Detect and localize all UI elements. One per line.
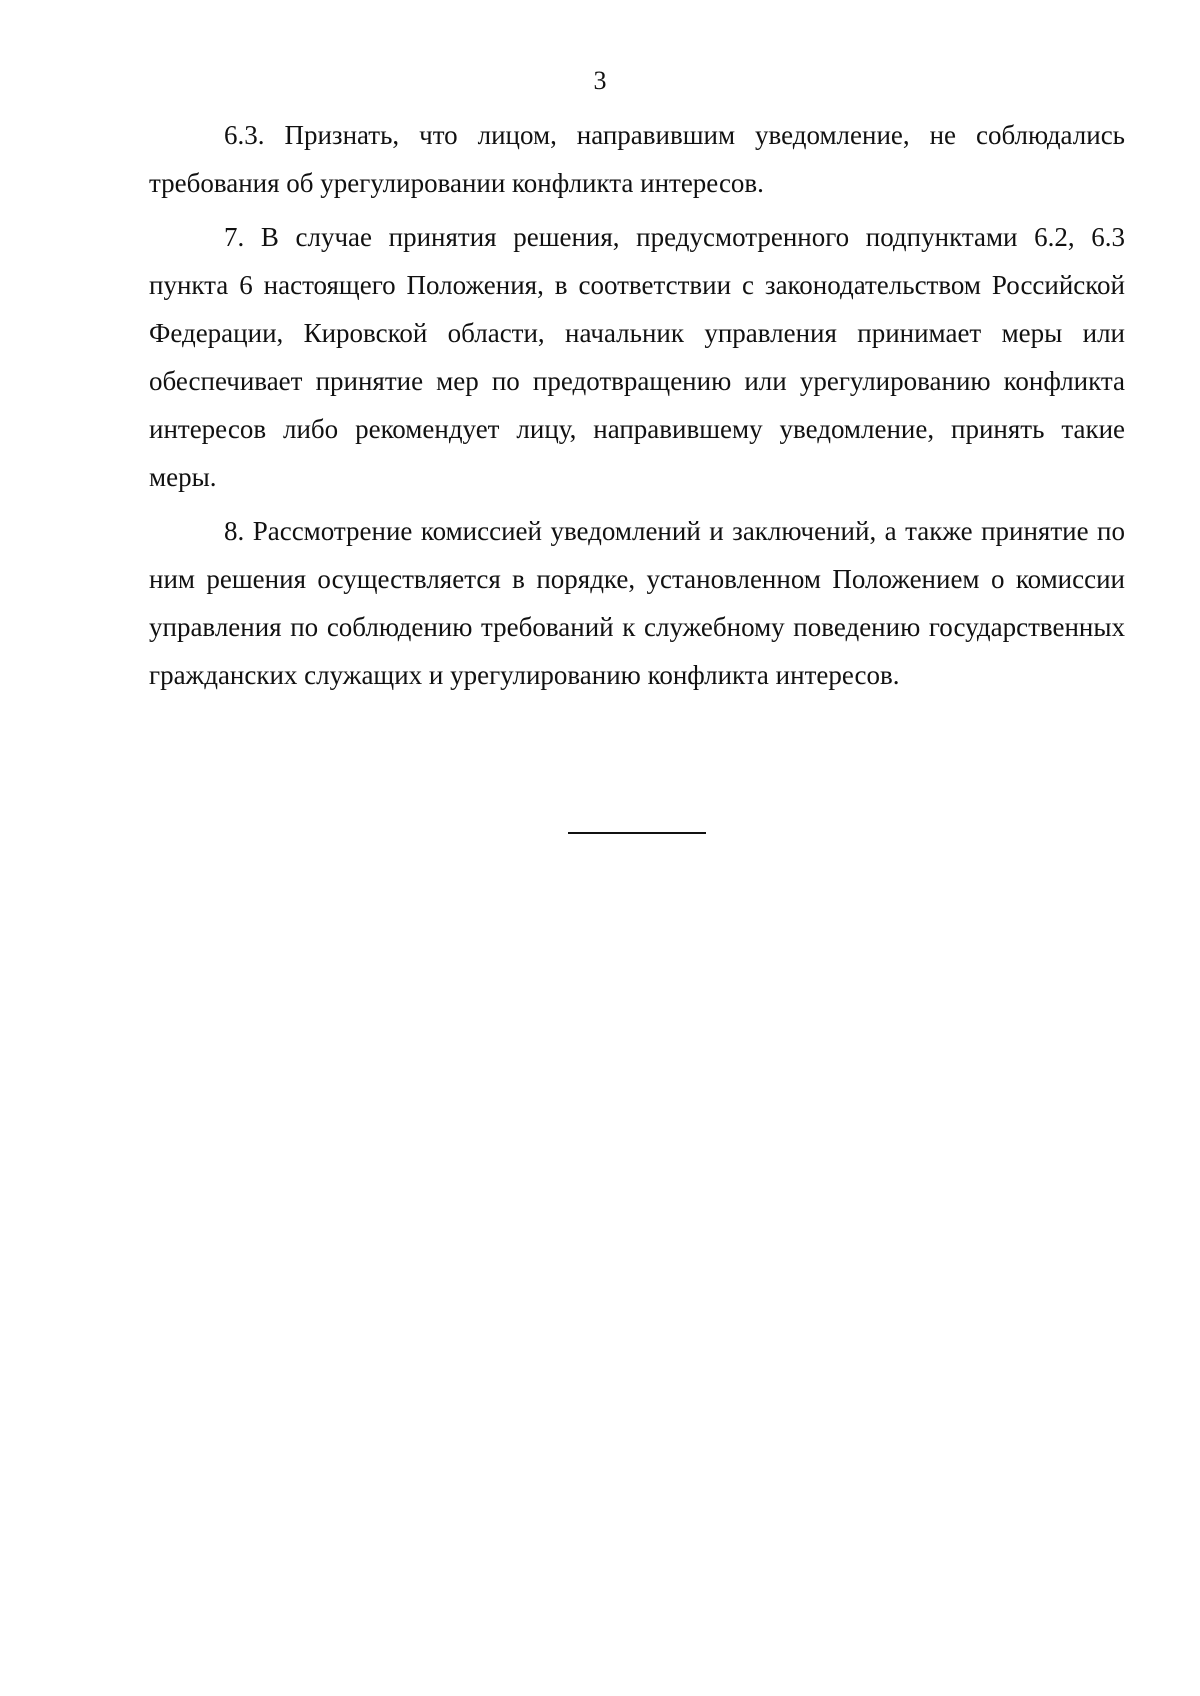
document-body [149, 111, 1125, 699]
page-number: 3 [593, 66, 607, 95]
paragraph-6-3: 6.3. Признать, что лицом, направившим уведомление, не соблюдались требования об урегулировании конфликта интересов. [149, 120, 1125, 198]
end-of-text-rule [568, 832, 706, 834]
paragraph-8: 8. Рассмотрение комиссией уведомлений и заключений, а также принятие по ним решения осуществляется в порядке, установленном Положением о комиссии управления по соблюдению требований к служебному поведению государственных гражданских служащих и урегулированию конфликта интересов. [149, 516, 1125, 690]
paragraph-7: 7. В случае принятия решения, предусмотренного подпунктами 6.2, 6.3 пункта 6 настоящего Положения, в соответствии с законодательством Российской Федерации, Кировской области, начальник управления принимает меры или обеспечивает принятие мер по предотвращению или урегулированию конфликта интересов либо рекомендует лицу, направившему уведомление, принять такие меры. [149, 222, 1125, 492]
